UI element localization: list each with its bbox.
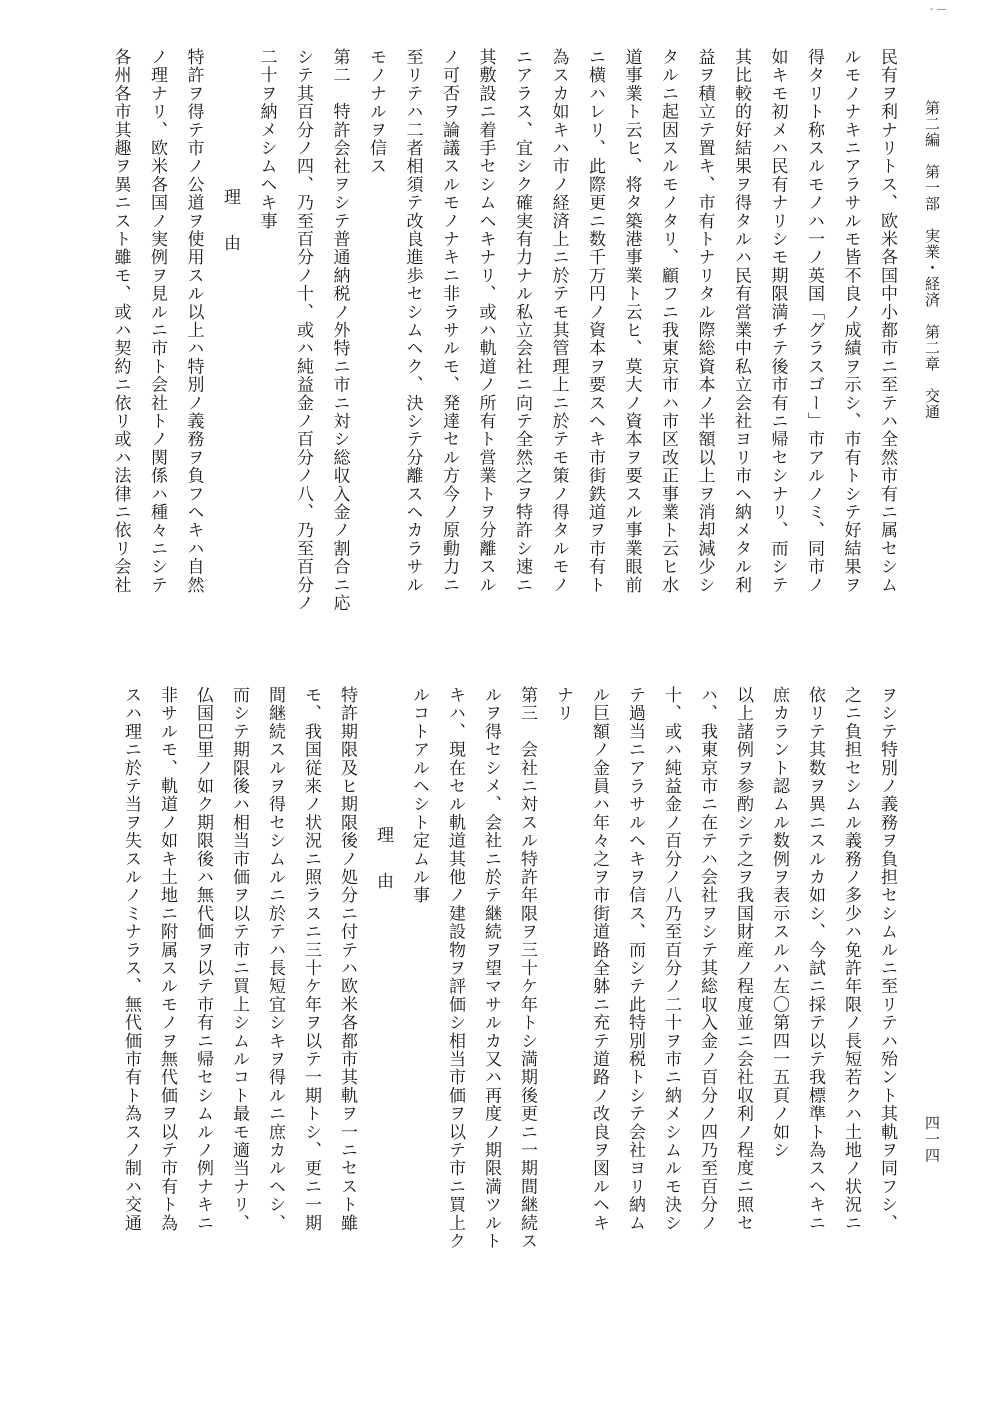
text-column: 益ヲ積立テ置キ、市有トナリタル際総資本ノ半額以上ヲ消却減少シ: [694, 48, 715, 594]
text-column: 為スカ如キハ市ノ経済上ニ於テモ其管理上ニ於テモ策ノ得タルモノ: [548, 48, 569, 594]
text-column: 各州各市其趣ヲ異ニスト雖モ、或ハ契約ニ依リ或ハ法律ニ依リ会社: [110, 48, 131, 594]
text-column: モ、我国従来ノ状況ニ照ラスニ三十ケ年ヲ以テ一期トシ、更ニ一期: [301, 686, 321, 1232]
running-head: 第二編 第一部 実業・経済 第二章 交通: [923, 100, 941, 420]
text-column: 得タリト称スルモノハ一ノ英国「グラスゴー」市アルノミ、同市ノ: [804, 48, 824, 594]
text-column: テ過当ニアラサルヘキヲ信ス、而シテ此特別税トシテ会社ヨリ納ム: [625, 686, 645, 1232]
text-column: ニ横ハレリ、此際更ニ数千万円ノ資本ヲ要スヘキ市街鉄道ヲ市有ト: [585, 48, 605, 594]
text-column: ルモノナキニアラサルモ皆不良ノ成績ヲ示シ、市有トシテ好結果ヲ: [840, 48, 861, 594]
text-column: 道事業ト云ヒ、将タ築港事業ト云ヒ、莫大ノ資本ヲ要スル事業眼前: [621, 48, 642, 594]
text-column: 特許期限及ヒ期限後ノ処分ニ付テハ欧米各都市其軌ヲ一ニセスト雖: [337, 686, 357, 1232]
text-column: 特許ヲ得テ市ノ公道ヲ使用スル以上ハ特別ノ義務ヲ負フヘキハ自然: [183, 48, 204, 594]
text-column: 其比較的好結果ヲ得タルハ民有営業中私立会社ヨリ市ヘ納メタル利: [731, 48, 751, 594]
text-column: ルヲ得セシメ、会社ニ於テ継続ヲ望マサルカ又ハ再度ノ期限満ツルト: [481, 686, 501, 1251]
text-column: 之ニ負担セシムル義務ノ多少ハ免許年限ノ長短若クハ土地ノ状況ニ: [841, 686, 861, 1232]
text-column: 依リテ其数ヲ異ニスルカ如シ、今試ニ採テ以テ我標準ト為スヘキニ: [805, 686, 825, 1232]
text-column: 庶カラント認ムル数例ヲ表示スルハ左〇第四一五頁ノ如シ: [769, 686, 789, 1160]
text-column: 二十ヲ納メシムヘキ事: [256, 48, 277, 230]
text-column: 以上諸例ヲ参酌シテ之ヲ我国財産ノ程度並ニ会社収利ノ程度ニ照セ: [733, 686, 753, 1232]
text-column: 第二 特許会社ヲシテ普通納税ノ外特ニ市ニ対シ総収入金ノ割合ニ応: [329, 48, 350, 613]
page-number: 四一四: [923, 1115, 941, 1164]
text-column: 仏国巴里ノ如ク期限後ハ無代価ヲ以テ市有ニ帰セシムルノ例ナキニ: [193, 686, 213, 1232]
text-column: ニアラス、宜シク確実有力ナル私立会社ニ向テ全然之ヲ特許シ速ニ: [512, 48, 532, 594]
text-column: ノ可否ヲ論議スルモノナキニ非ラサルモ、発達セル方今ノ原動力ニ: [439, 48, 459, 594]
text-column: シテ其百分ノ四、乃至百分ノ十、或ハ純益金ノ百分ノ八、乃至百分ノ: [293, 48, 313, 613]
text-column: 理 由: [220, 188, 240, 257]
text-column: 間継続スルヲ得セシムルニ於テハ長短宜シキヲ得ルニ庶カルヘシ、: [265, 686, 285, 1232]
text-column: 其敷設ニ着手セシムヘキナリ、或ハ軌道ノ所有ト営業トヲ分離スル: [475, 48, 496, 594]
text-column: ノ理ナリ、欧米各国ノ実例ヲ見ルニ市ト会社トノ関係ハ種々ニシテ: [147, 48, 167, 594]
text-column: ルコトアルヘシト定ムル事: [409, 686, 429, 905]
text-column: 而シテ期限後ハ相当市価ヲ以テ市ニ買上シムルコト最モ適当ナリ、: [229, 686, 249, 1232]
text-column: 第三 会社ニ対スル特許年限ヲ三十ケ年トシ満期後更ニ一期間継続ス: [517, 686, 537, 1251]
text-column: 非サルモ、軌道ノ如キ土地ニ附属スルモノヲ無代価ヲ以テ市有ト為: [157, 686, 177, 1232]
text-column: 至リテハ二者相須テ改良進歩セシムヘク、決シテ分離スヘカラサル: [402, 48, 423, 594]
text-column: ル巨額ノ金員ハ年々之ヲ市街道路全躰ニ充テ道路ノ改良ヲ図ルヘキ: [589, 686, 609, 1232]
text-column: モノナルヲ信ス: [366, 48, 386, 176]
text-column: タルニ起因スルモノタリ、顧フニ我東京市ハ市区改正事業ト云ヒ水: [658, 48, 678, 594]
text-column: 民有ヲ利ナリトス、欧米各国中小都市ニ至テハ全然市有ニ属セシム: [877, 48, 897, 594]
text-column: キハ、現在セル軌道其他ノ建設物ヲ評価シ相当市価ヲ以テ市ニ買上ク: [445, 686, 465, 1251]
text-column: ハ、我東京市ニ在テハ会社ヲシテ其総収入金ノ百分ノ四乃至百分ノ: [697, 686, 717, 1232]
scan-mark: ‑ —: [930, 4, 947, 15]
text-column: 十、或ハ純益金ノ百分ノ八乃至百分ノ二十ヲ市ニ納メシムルモ決シ: [661, 686, 681, 1232]
text-column: ヲシテ特別ノ義務ヲ負担セシムルニ至リテハ殆ント其軌ヲ同フシ、: [877, 686, 897, 1232]
text-column: ナリ: [553, 686, 573, 723]
text-column: スハ理ニ於テ当ヲ失スルノミナラス、無代価市有ト為スノ制ハ交通: [121, 686, 141, 1232]
text-column: 如キモ初メハ民有ナリシモ期限満チテ後市有ニ帰セシナリ、而シテ: [767, 48, 788, 594]
text-column: 理 由: [373, 826, 393, 895]
